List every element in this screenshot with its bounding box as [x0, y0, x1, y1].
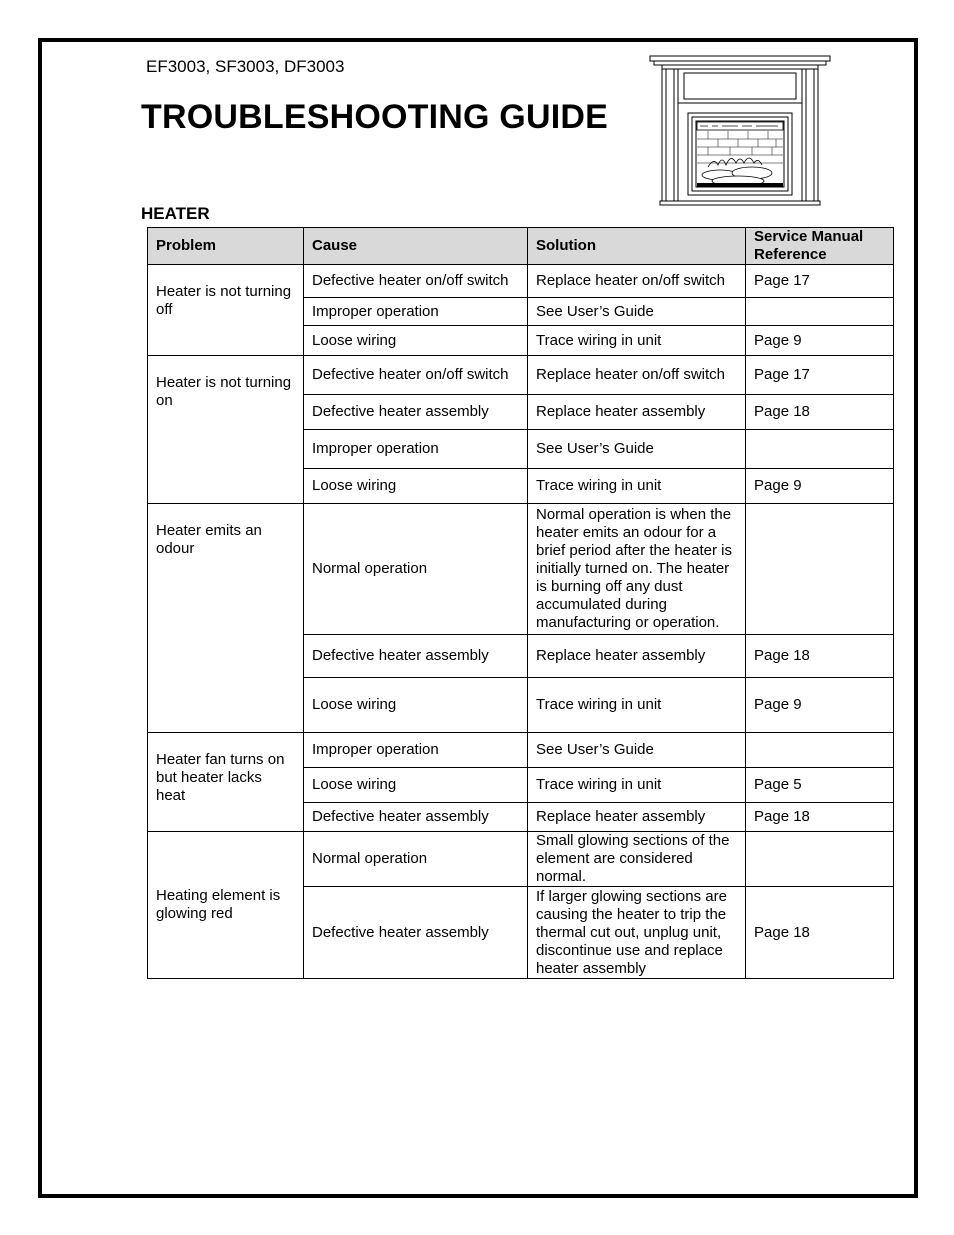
reference-cell: Page 17 — [746, 265, 894, 298]
reference-cell: Page 5 — [746, 768, 894, 803]
reference-cell: Page 18 — [746, 803, 894, 832]
solution-cell: Replace heater assembly — [528, 395, 746, 430]
reference-cell — [746, 298, 894, 326]
cause-cell: Normal operation — [304, 832, 528, 887]
reference-cell: Page 9 — [746, 326, 894, 356]
solution-cell: Replace heater on/off switch — [528, 265, 746, 298]
problem-cell: Heater fan turns on but heater lacks heat — [148, 733, 304, 832]
solution-cell: See User’s Guide — [528, 733, 746, 768]
reference-cell — [746, 430, 894, 469]
reference-cell: Page 18 — [746, 887, 894, 979]
reference-cell: Page 9 — [746, 469, 894, 504]
solution-cell: Trace wiring in unit — [528, 768, 746, 803]
column-header-cause: Cause — [304, 228, 528, 265]
reference-cell — [746, 504, 894, 635]
cause-cell: Improper operation — [304, 430, 528, 469]
table-row — [148, 733, 894, 768]
column-header-solution: Solution — [528, 228, 746, 265]
cause-cell: Defective heater assembly — [304, 887, 528, 979]
reference-cell: Page 18 — [746, 635, 894, 678]
table-row — [148, 356, 894, 395]
troubleshooting-table — [147, 227, 894, 979]
page-title: TROUBLESHOOTING GUIDE — [141, 98, 608, 136]
reference-cell — [746, 733, 894, 768]
cause-cell: Loose wiring — [304, 469, 528, 504]
solution-cell: If larger glowing sections are causing the heater to trip the thermal cut out, unplug unit, discontinue use and replace heater assembly — [528, 887, 746, 979]
table-row — [148, 265, 894, 298]
problem-cell: Heater emits an odour — [148, 504, 304, 733]
reference-cell: Page 9 — [746, 678, 894, 733]
section-heading: HEATER — [141, 204, 210, 223]
cause-cell: Defective heater assembly — [304, 395, 528, 430]
cause-cell: Improper operation — [304, 298, 528, 326]
reference-cell: Page 17 — [746, 356, 894, 395]
column-header-problem: Problem — [148, 228, 304, 265]
table-row — [148, 504, 894, 635]
solution-cell: See User’s Guide — [528, 430, 746, 469]
problem-cell: Heating element is glowing red — [148, 832, 304, 979]
solution-cell: Trace wiring in unit — [528, 678, 746, 733]
solution-cell: Trace wiring in unit — [528, 326, 746, 356]
cause-cell: Improper operation — [304, 733, 528, 768]
cause-cell: Defective heater on/off switch — [304, 356, 528, 395]
solution-cell: Replace heater assembly — [528, 635, 746, 678]
table-row — [148, 832, 894, 887]
column-header-reference: Service Manual Reference — [746, 228, 894, 265]
cause-cell: Loose wiring — [304, 326, 528, 356]
cause-cell: Loose wiring — [304, 768, 528, 803]
solution-cell: See User’s Guide — [528, 298, 746, 326]
table-header-row — [148, 228, 894, 265]
reference-cell: Page 18 — [746, 395, 894, 430]
cause-cell: Defective heater on/off switch — [304, 265, 528, 298]
reference-cell — [746, 832, 894, 887]
cause-cell: Defective heater assembly — [304, 635, 528, 678]
cause-cell: Defective heater assembly — [304, 803, 528, 832]
cause-cell: Normal operation — [304, 504, 528, 635]
solution-cell: Trace wiring in unit — [528, 469, 746, 504]
solution-cell: Small glowing sections of the element are considered normal. — [528, 832, 746, 887]
solution-cell: Replace heater on/off switch — [528, 356, 746, 395]
solution-cell: Replace heater assembly — [528, 803, 746, 832]
solution-cell: Normal operation is when the heater emits an odour for a brief period after the heater is initially turned on. The heater is burning off any dust accumulated during manufacturing or operation. — [528, 504, 746, 635]
cause-cell: Loose wiring — [304, 678, 528, 733]
fireplace-illustration — [648, 55, 832, 207]
problem-cell: Heater is not turning off — [148, 265, 304, 356]
problem-cell: Heater is not turning on — [148, 356, 304, 504]
model-numbers: EF3003, SF3003, DF3003 — [146, 57, 345, 76]
